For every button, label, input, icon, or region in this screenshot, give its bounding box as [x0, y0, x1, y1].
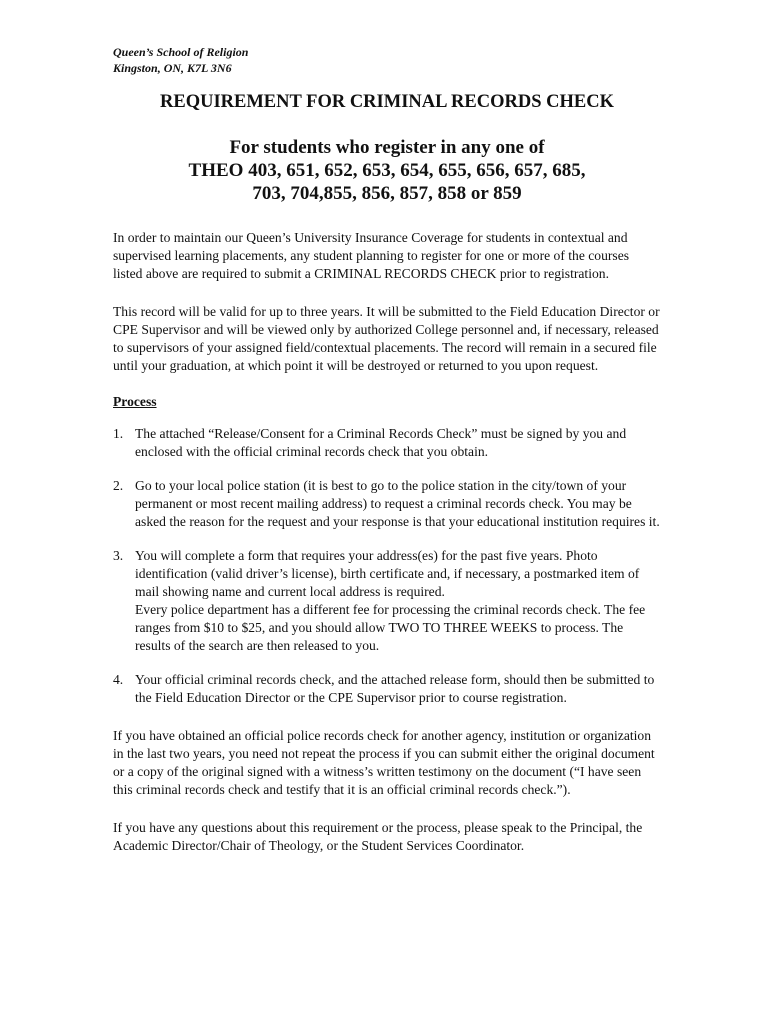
page-title: REQUIREMENT FOR CRIMINAL RECORDS CHECK — [160, 92, 614, 112]
page-subtitle — [113, 136, 661, 205]
subtitle-line-3: 703, 704,855, 856, 857, 858 or 859 — [252, 183, 522, 204]
subtitle-line-2: THEO 403, 651, 652, 653, 654, 655, 656, 657, 685, — [188, 160, 586, 181]
step-text: Your official criminal records check, and the attached release form, should then be submitted to the Field Education Director or the CPE Supervisor prior to course registration. — [135, 672, 655, 705]
document-page — [113, 44, 661, 855]
subtitle-line-1: For students who register in any one of — [229, 137, 545, 158]
step-number: 4. — [113, 672, 124, 687]
step-number: 1. — [113, 426, 124, 441]
process-step — [113, 547, 661, 655]
step-text: Go to your local police station (it is best to go to the police station in the city/town of your permanent or most recent mailing address) to request a criminal records check. You may be asked the reason for the request and your response is that your educational institution requires it. — [135, 478, 660, 529]
process-step — [113, 425, 661, 461]
process-step — [113, 477, 661, 531]
step-number: 2. — [113, 478, 124, 493]
institution-address: Kingston, ON, K7L 3N6 — [113, 61, 232, 75]
step-number: 3. — [113, 548, 124, 563]
intro-paragraph: In order to maintain our Queen’s University Insurance Coverage for students in contextual and supervised learning placements, any student planning to register for one or more of the courses listed above are required to submit a CRIMINAL RECORDS CHECK prior to registration. — [113, 230, 630, 281]
step-text: You will complete a form that requires your address(es) for the past five years. Photo identification (valid driver’s license), birth certificate and, if necessary, a postmarked item of mail showing name and current local address is required. — [135, 548, 640, 599]
prior-check-paragraph: If you have obtained an official police records check for another agency, institution or organization in the last two years, you need not repeat the process if you can submit either the original document or a copy of the original signed with a witness’s written testimony on the document (“I have seen this criminal records check and testify that it is an official criminal records check.”). — [113, 728, 655, 797]
step-text: The attached “Release/Consent for a Criminal Records Check” must be signed by you and enclosed with the official criminal records check that you obtain. — [135, 426, 627, 459]
process-heading: Process — [113, 394, 157, 409]
institution-name: Queen’s School of Religion — [113, 45, 249, 59]
process-step — [113, 671, 661, 707]
step-text-continued: Every police department has a different fee for processing the criminal records check. The fee ranges from $10 to $25, and you should allow TWO TO THREE WEEKS to process. The results of the search are then released to you. — [135, 602, 646, 653]
validity-paragraph: This record will be valid for up to three years. It will be submitted to the Field Education Director or CPE Supervisor and will be viewed only by authorized College personnel and, if necessary, released to supervisors of your assigned field/contextual placements. The record will remain in a secured file until your graduation, at which point it will be destroyed or returned to you upon request. — [113, 304, 660, 373]
questions-paragraph: If you have any questions about this requirement or the process, please speak to the Principal, the Academic Director/Chair of Theology, or the Student Services Coordinator. — [113, 820, 643, 853]
